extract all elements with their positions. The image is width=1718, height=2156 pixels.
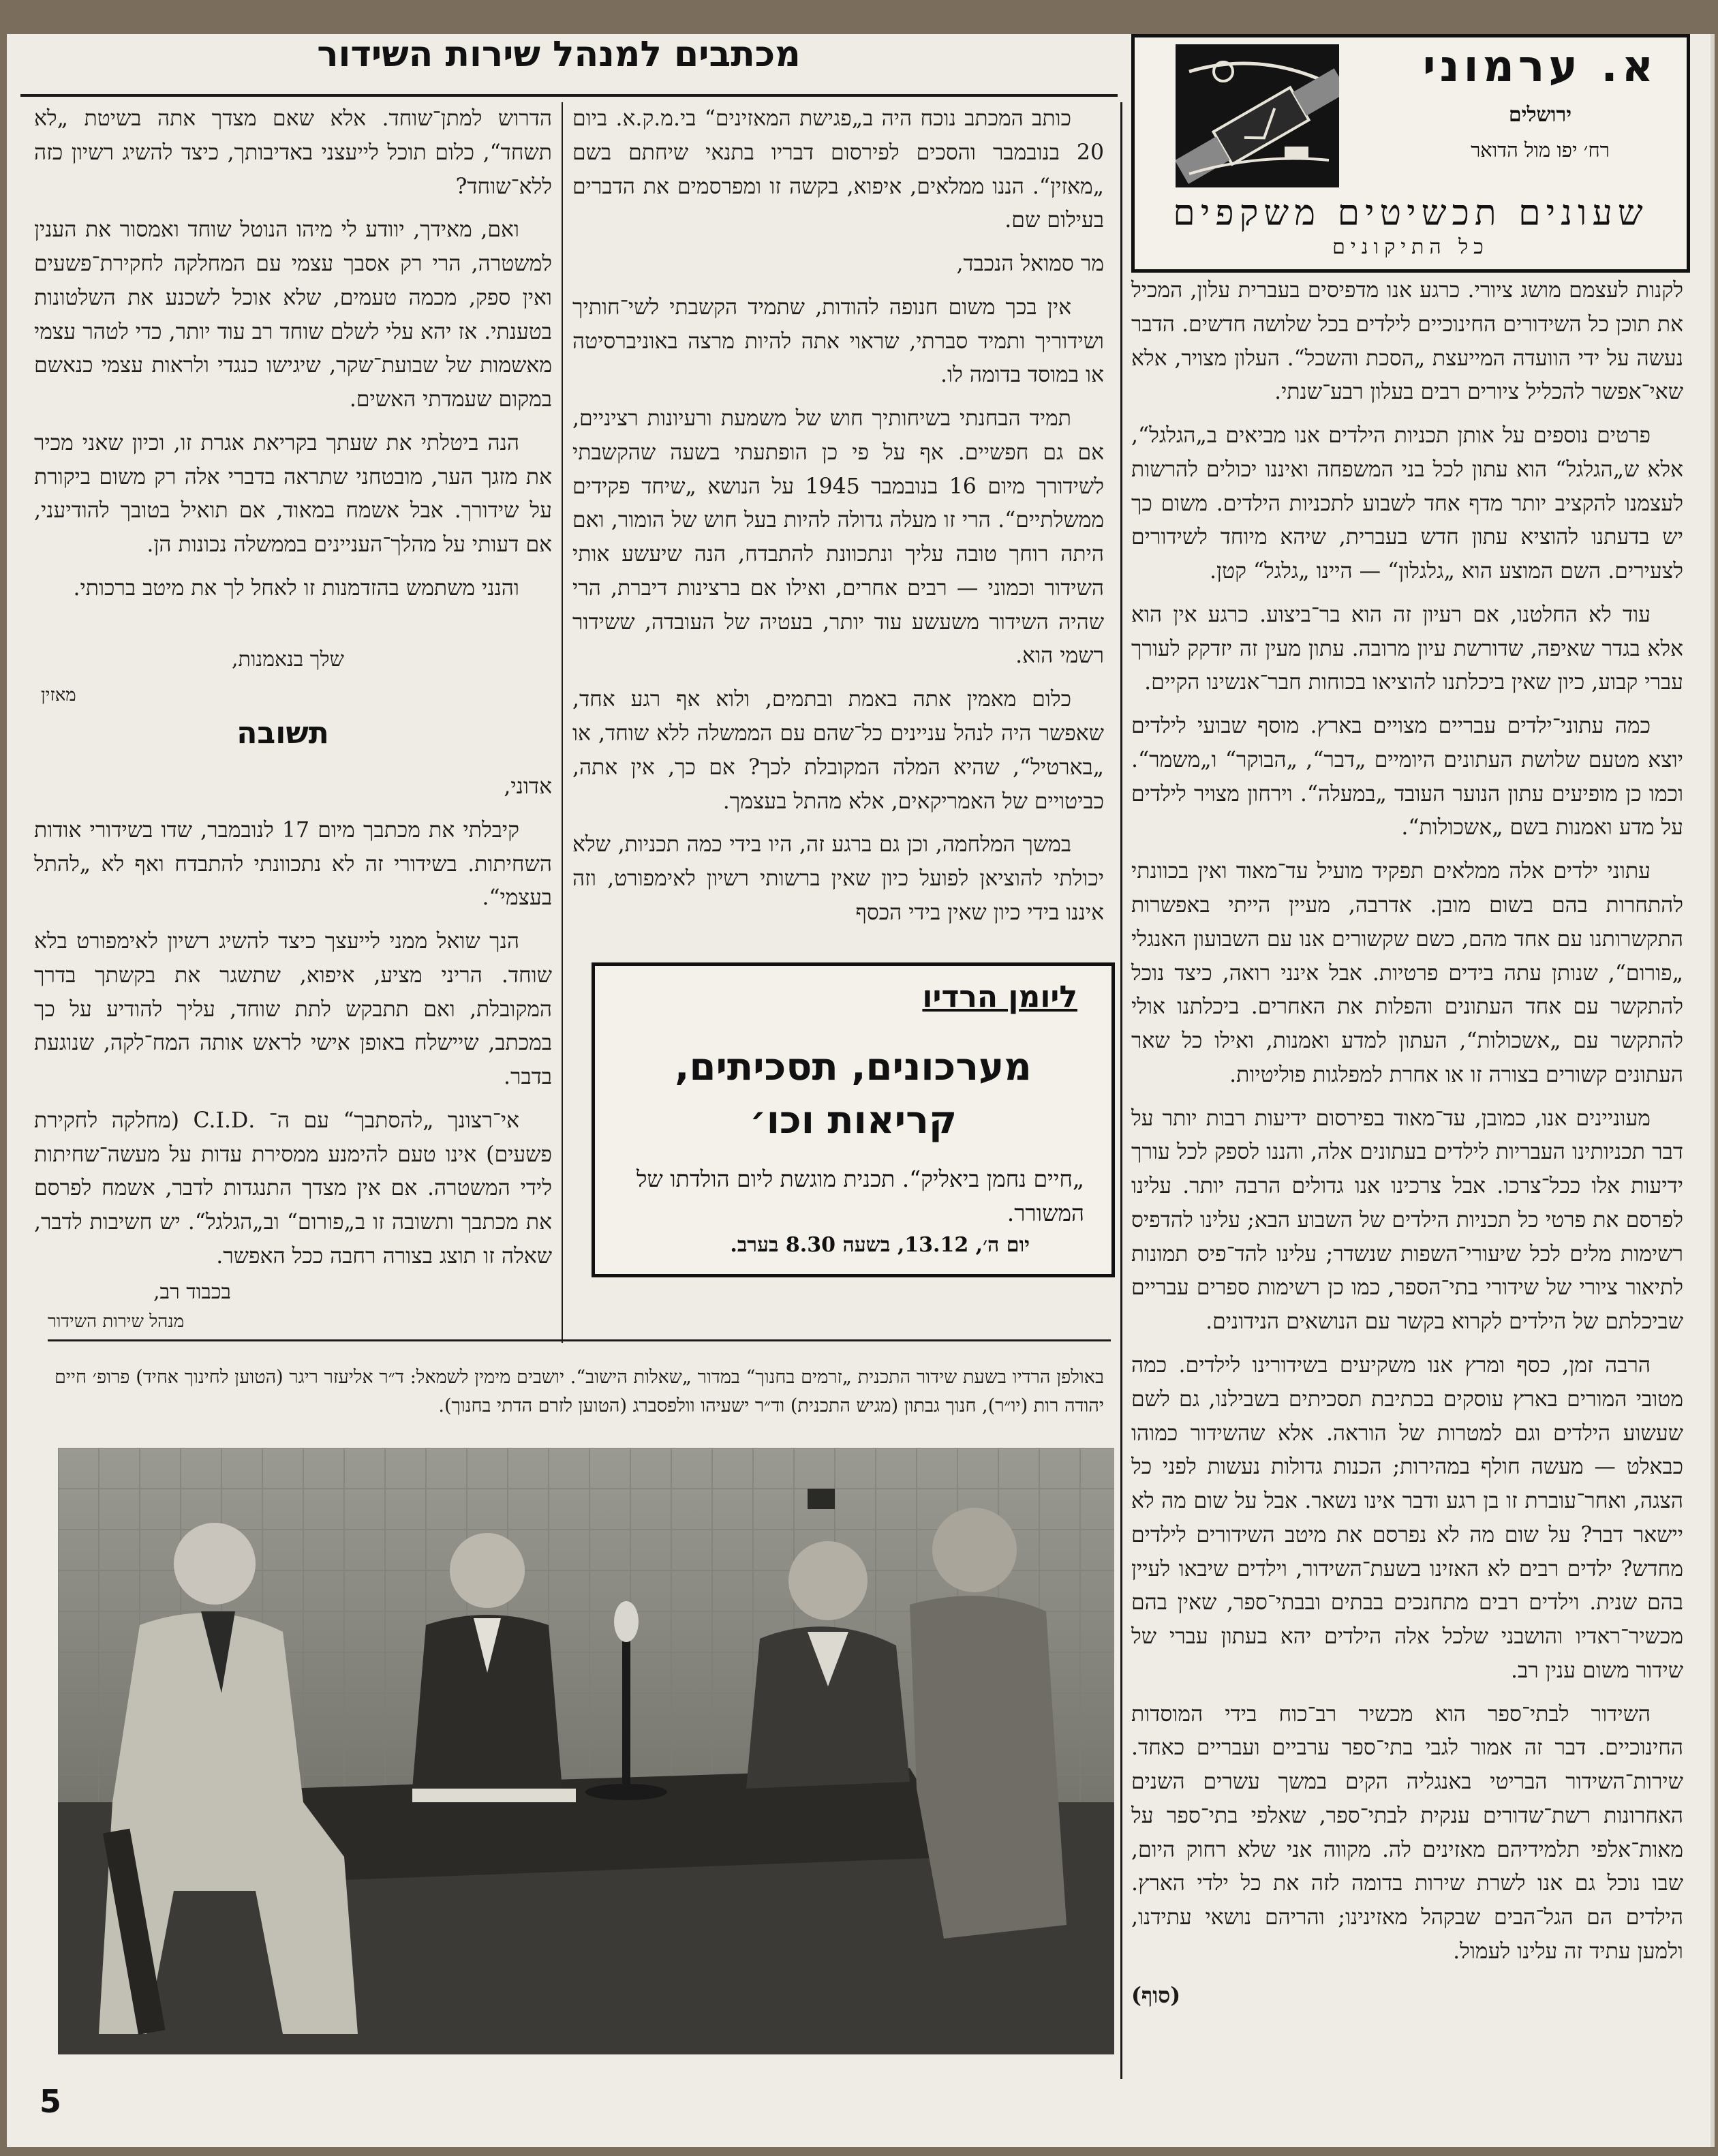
reply-salutation: אדוני,: [504, 774, 552, 799]
salutation: מר סמואל הנכבד,: [956, 252, 1104, 277]
diary-time: יום ה׳, 13.12, בשעה 8.30 בערב.: [730, 1233, 1030, 1257]
ad-headline: שעונים תכשיטים משקפים: [1173, 193, 1648, 234]
paragraph: כלום מאמין אתה באמת ובתמים, ולוא אף רגע אחד, שאפשר היה לנהל עניינים כל־שהם עם הממשלה ללא שוחד, או „בארטיל“, שהיא המלה המקובלת לכך? אם כך, אין אתה, כביטויים של האמריקאים, אלא מהתל בעצמך.: [572, 687, 1104, 814]
paragraph: במשך המלחמה, וכן גם ברגע זה, היו בידי כמה תכניות, שלא יכולתי להוציאן לפועל כיון שאין ברשותי רשיון לאימפורט, וזה איננו בידי כיון שאין בידי הכסף: [572, 832, 1104, 925]
watch-icon: [1176, 44, 1339, 187]
paragraph: ואם, מאידך, יוודע לי מיהו הנוטל שוחד ואמסור את הענין למשטרה, הרי רק אסבך עצמי עם המחלקה לחקירת־פשעים ואין ספק, מכמה טעמים, שלא אוכל לשכנע את השלטונות בטענתי. אז יהא עלי לשלם שוחד רב עוד יותר, כדי לטהר עצמי מאשמות של שבועת־שקר, שיגישו כנגדי ולראות עצמי כנאשם במקום שעמדתי האשים.: [34, 217, 552, 412]
ad-address: רח׳ יפו מול הדואר: [1471, 138, 1610, 162]
paragraph: הדרוש למתן־שוחד. אלא שאם מצדך אתה בשיטת „לא תשחד“, כלום תוכל לייעצני באדיבותך, כיצד להשיג רשיון כזה ללא־שוחד?: [34, 106, 552, 199]
paragraph: הנה ביטלתי את שעתך בקריאת אגרת זו, וכיון שאני מכיר את מזגך הער, מובטחני שתראה בדברי אלה רק משום ביקורת על שידורך. אבל אשמח במאוד, אם תואיל בטובך להודיעני, אם דעותי על מהלך־העניינים בממשלה נכונות הן.: [34, 430, 552, 558]
advertisement: [1131, 34, 1690, 273]
diary-title: מערכונים, תסכיתים, קריאות וכו׳: [675, 1045, 1032, 1143]
studio-photograph: [58, 1448, 1114, 2054]
paragraph: תמיד הבחנתי בשיחותיך חוש של משמעת ורעיונות רציניים, אם גם חפשיים. אף על פי כן הופתעתי בשעה שהקשבתי לשידורך מיום 16 בנובמבר 1945 על הנושא „שיחד פקידים ממשלתיים“. הרי זו מעלה גדולה להיות בעל חוש של הומור, ואם היתה רוחך טובה עליך ונתכוונת להתבדח, הנה שיעשע אותי השידור וכמוני — רבים אחרים, ואילו אם ברצינות דיברת, הרי שהיה השידור משעשע עוד יותר, בעטיה של העובדה, ששידור רשמי הוא.: [572, 406, 1104, 669]
letter-middle-column: [572, 102, 1104, 954]
photo-caption: באולפן הרדיו בשעת שידור התכנית „זרמים בחנוך“ במדור „שאלות הישוב“. יושבים מימין לשמאל: ד״ר אליעזר ריגר (הטוען לחינוך אחיד) פרופ׳ חיים יהודה רות (יו״ר), חנוך גבתון (מגיש התכנית) וד״ר ישעיהו וולפסברג (הטוען לזרם הדתי בחנוך).: [55, 1367, 1104, 1416]
reply-signature: מנהל שירות השידור: [48, 1311, 185, 1332]
ad-subline: כל התיקונים: [1332, 235, 1489, 259]
paragraph: פרטים נוספים על אותן תכניות הילדים אנו מביאים ב„הגלגל“, אלא ש„הגלגל“ הוא עתון לכל בני המשפחה ואיננו יכולים להרשות לעצמנו להקציב יותר מדף אחד לשבוע לתכניות הילדים. משום כך יש בדעתנו להוציא עתון חדש בעברית, שיהא מיוחד לשידורים לצעירים. השם המוצע הוא „גלגלון“ — היינו „גלגל“ קטן.: [1131, 423, 1683, 584]
diary-description: „חיים נחמן ביאליק“. תכנית מוגשת ליום הולדתו של המשורר.: [636, 1166, 1084, 1226]
ad-city: ירושלים: [1508, 103, 1572, 127]
letter-closing: שלך בנאמנות,: [232, 648, 344, 671]
column-divider: [1120, 102, 1122, 2079]
paragraph: לקנות לעצמם מושג ציורי. כרגע אנו מדפיסים בעברית עלון, המכיל את תוכן כל השידורים החינוכיים לילדים בכל שלושה חדשים. הדבר נעשה על ידי הוועדה המייעצת „הסכת והשכל“. העלון מצויר, אלא שאי־אפשר להכליל ציורים רבים בעלון רבע־שנתי.: [1131, 278, 1683, 405]
paragraph: עוד לא החלטנו, אם רעיון זה הוא בר־ביצוע. כרגע אין הוא אלא בגדר שאיפה, שדורשת עיון מרובה. עתון מעין זה יזדקק לעורך עברי קבוע, כיון שאין ביכלתנו להוציאו בכוחות חבר־אנשינו הקיים.: [1131, 602, 1683, 695]
magazine-page: [7, 34, 1715, 2147]
paragraph: הנך שואל ממני לייעצך כיצד להשיג רשיון לאימפורט בלא שוחד. הריני מציע, איפוא, שתשגר את בקשתך בדרך המקובלת, ואם תתבקש לתת שוחד, עליך להודיע על כך במכתב, שיישלח באופן אישי לראש אותה המח־לקה, שנוגעת בדבר.: [34, 929, 552, 1090]
section-rule: [48, 1339, 1111, 1341]
page-headline: מכתבים למנהל שירות השידור: [317, 34, 801, 75]
page-number: 5: [40, 2083, 62, 2120]
reply-title: תשובה: [236, 716, 329, 750]
letter-signature: מאזין: [41, 685, 76, 705]
paragraph: אי־רצונך „להסתבך“ עם ה־ .C.I.D (מחלקה לחקירת פשעים) אינו טעם להימנע ממסירת עדות על מעשה־שחיתות לידי המשטרה. אם אין מצדך התנגדות לדבר, אשמח לפרסם את מכתבך ותשובה זו ב„פורום“ וב„הגלגל“. יש חשיבות לדבר, שאלה זו תוצג בצורה רחבה ככל האפשר.: [34, 1108, 552, 1269]
paragraph: והנני משתמש בהזדמנות זו לאחל לך את מיטב ברכותי.: [73, 575, 519, 601]
paragraph: השידור לבתי־ספר הוא מכשיר רב־כוח בידי המוסדות החינוכיים. דבר זה אמור לגבי בתי־ספר ערביים ועבריים כאחד. שירות־השידור הבריטי באנגליה הקים במשך עשרים השנים האחרונות רשת־שדורים ענקית לבתי־ספר, שאלפי בתי־ספר על מאות־אלפי תלמידיהם מאזינים לה. מקווה אני שלא רחוק היום, שבו נוכל גם אנו לשרת שירות בדומה לזה את כל ילדי הארץ. הילדים הם הגל־הבים שבקהל מאזינינו; והריהם נושאי עתידנו, ולמען עתיד זה עלינו לעמול.: [1131, 1701, 1683, 1964]
paragraph: כמה עתוני־ילדים עבריים מצויים בארץ. מוסף שבועי לילדים יוצא מטעם שלושת העתונים היומיים „דבר“, „הבוקר“ ו„משמר“. וכמו כן מופיעים עתון הנוער העובד „במעלה“. וירחון מצויר לילדים על מדע ואמנות בשם „אשכולות“.: [1131, 714, 1683, 840]
watch-illustration: [1176, 44, 1339, 187]
right-column-article: [1131, 274, 1683, 2074]
radio-diary-box: [592, 962, 1115, 1277]
paragraph: עתוני ילדים אלה ממלאים תפקיד מועיל עד־מאוד ואין בכוונתי להתחרות בהם בשום מובן. אדרבה, מעיין הייתי באפשרות התקשרותנו עם אחד מהם, כשם שקשורים אנו עם השבועון האנגלי „פורום“, שנותן עתה בידים פרטיות. אבל אינני רואה, כיצד נוכל להתקשר עם אחד העתונים והפלות את האחרים. ביכלתנו אולי להתקשר עם „אשכולות“, העתון למדע ואמנות, ואילו כל שאר העתונים קשורים בצורה זו או אחרת למפלגות פוליטיות.: [1131, 859, 1683, 1087]
column-divider: [562, 102, 563, 1343]
paragraph: הרבה זמן, כסף ומרץ אנו משקיעים בשידורינו לילדים. כמה מטובי המורים בארץ עוסקים בכתיבת תסכיתים בשבילנו, גם לשם שעשוע הילדים וגם למטרות של הוראה. אלא שהשידור כמוהו כבאלט — מעשה חולף במהירות; הכנות גדולות נעשות לפני כל הצגה, ואחר־עוברת זו בן רגע ודבר אינו נשאר. אבל על שום מה לא יישאר דבר? על שום מה לא נפרסם את מיטב השידורים לילדים מחדש? ילדים רבים לא האזינו בשעת־השידור, וילדים שיבאו לעיין בהם שנית. וילדים רבים מתחנכים בבתים ובבתי־ספר, שאין בהם מכשיר־ראדיו והושבני שלכל אלה הילדים יהא בעתון עברי של שידור משום ענין רב.: [1131, 1352, 1683, 1683]
ad-business-name: א. ערמוני: [1422, 42, 1658, 92]
diary-heading: ליומן הרדיו: [922, 980, 1077, 1014]
end-mark: (סוף): [1131, 1982, 1181, 2008]
reply-column: [34, 770, 552, 1275]
reply-closing: בכבוד רב,: [153, 1280, 231, 1304]
editor-note: כותב המכתב נוכח היה ב„פגישת המאזינים“ בי.מ.ק.א. ביום 20 בנובמבר והסכים לפירסום דבריו בתנאי שיחתם בשם „מאזין“. הננו ממלאים, איפוא, בקשה זו ומפרסמים את הדברים בעילום שם.: [572, 106, 1104, 233]
letter-left-column: [34, 102, 552, 661]
headline-rule: [20, 94, 1118, 97]
paragraph: אין בכך משום חנופה להודות, שתמיד הקשבתי לשי־חותיך ושידוריך ותמיד סברתי, שראוי אתה להיות מרצה באוניברסיטה או במוסד בדומה לו.: [572, 294, 1104, 388]
paragraph: קיבלתי את מכתבך מיום 17 לנובמבר, שדו בשידורי אודות השחיתות. בשידורי זה לא נתכוונתי להתבדח ואף לא „להתל בעצמי“.: [34, 817, 552, 911]
radio-studio-photo: [58, 1448, 1114, 2054]
paragraph: מעוניינים אנו, כמובן, עד־מאוד בפירסום ידיעות רבות יותר על דבר תכניותינו העבריות לילדים בעתונים אלה, והננו לספק לכל עורך ידיעות אלו ככל־צרכו. אבל צרכינו אנו גדולים הרבה יותר. עלינו לפרסם את פרטי כל תכניות הילדים של השבוע הבא; עלינו להדפיס רשימות מלים לכל שיעורי־השפות שנשדר; עלינו להד־פיס תמונות לתיאור ציורי של שידורי בתי־הספר, כמו כן רשימות ספרים עבריים שביכלתם של הילדים לקרוא בקשר עם הנושאים הנידונים.: [1131, 1106, 1683, 1335]
